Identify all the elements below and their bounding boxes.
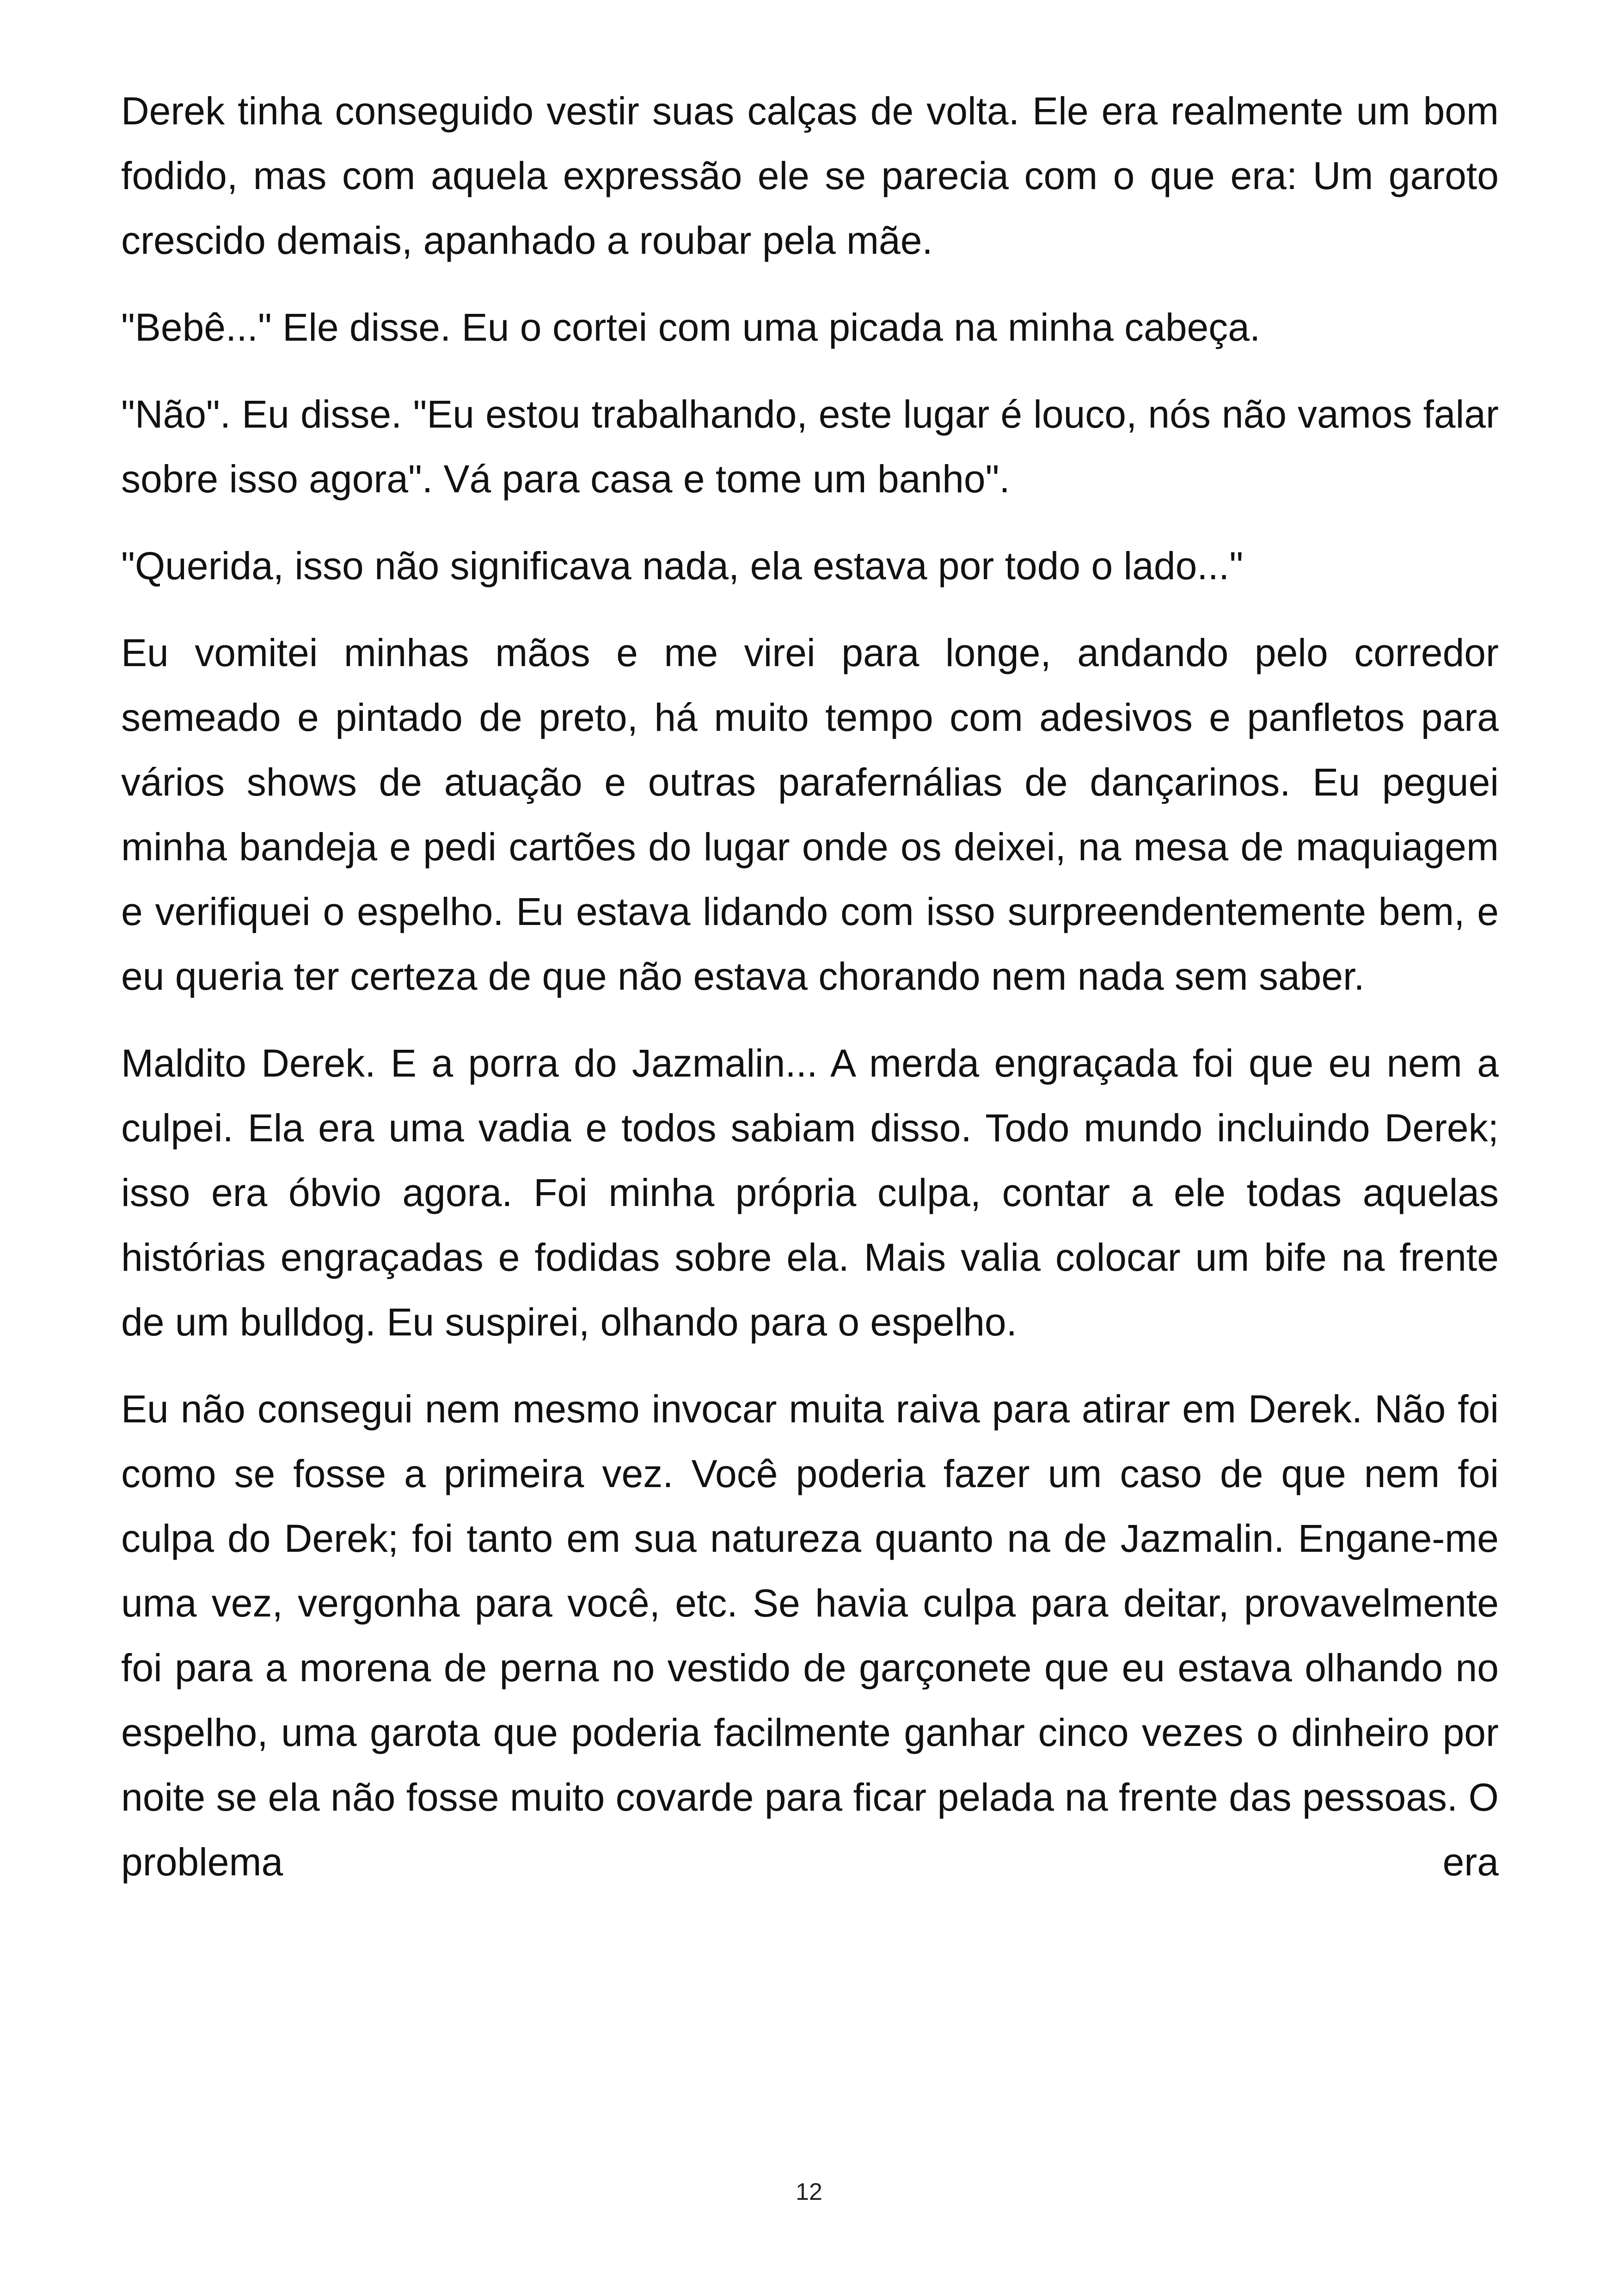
paragraph: Maldito Derek. E a porra do Jazmalin... A merda engraçada foi que eu nem a culpei. Ela era uma vadia e todos sabiam disso. Todo mundo incluindo Derek; isso era óbvio agora. Foi minha própria culpa, contar a ele todas aquelas histórias engraçadas e fodidas sobre ela. Mais valia colocar um bife na frente de um bulldog. Eu suspirei, olhando para o espelho.	[121, 1041, 1499, 1344]
paragraph: "Bebê..." Ele disse. Eu o cortei com uma picada na minha cabeça.	[121, 306, 1261, 349]
paragraph: "Querida, isso não significava nada, ela estava por todo o lado..."	[121, 544, 1244, 588]
page-body	[121, 79, 1499, 1916]
paragraph: "Não". Eu disse. "Eu estou trabalhando, este lugar é louco, nós não vamos falar sobre isso agora". Vá para casa e tome um banho".	[121, 392, 1499, 501]
paragraph: Eu vomitei minhas mãos e me virei para longe, andando pelo corredor semeado e pintado de preto, há muito tempo com adesivos e panfletos para vários shows de atuação e outras parafernálias de dançarinos. Eu peguei minha bandeja e pedi cartões do lugar onde os deixei, na mesa de maquiagem e verifiquei o espelho. Eu estava lidando com isso surpreendentemente bem, e eu queria ter certeza de que não estava chorando nem nada sem saber.	[121, 631, 1499, 998]
paragraph: Derek tinha conseguido vestir suas calças de volta. Ele era realmente um bom fodido, mas com aquela expressão ele se parecia com o que era: Um garoto crescido demais, apanhado a roubar pela mãe.	[121, 89, 1499, 262]
paragraph: Eu não consegui nem mesmo invocar muita raiva para atirar em Derek. Não foi como se fosse a primeira vez. Você poderia fazer um caso de que nem foi culpa do Derek; foi tanto em sua natureza quanto na de Jazmalin. Engane-me uma vez, vergonha para você, etc. Se havia culpa para deitar, provavelmente foi para a morena de perna no vestido de garçonete que eu estava olhando no espelho, uma garota que poderia facilmente ganhar cinco vezes o dinheiro por noite se ela não fosse muito covarde para ficar pelada na frente das pessoas. O problema era	[121, 1387, 1499, 1884]
page-number: 12	[796, 2179, 822, 2205]
